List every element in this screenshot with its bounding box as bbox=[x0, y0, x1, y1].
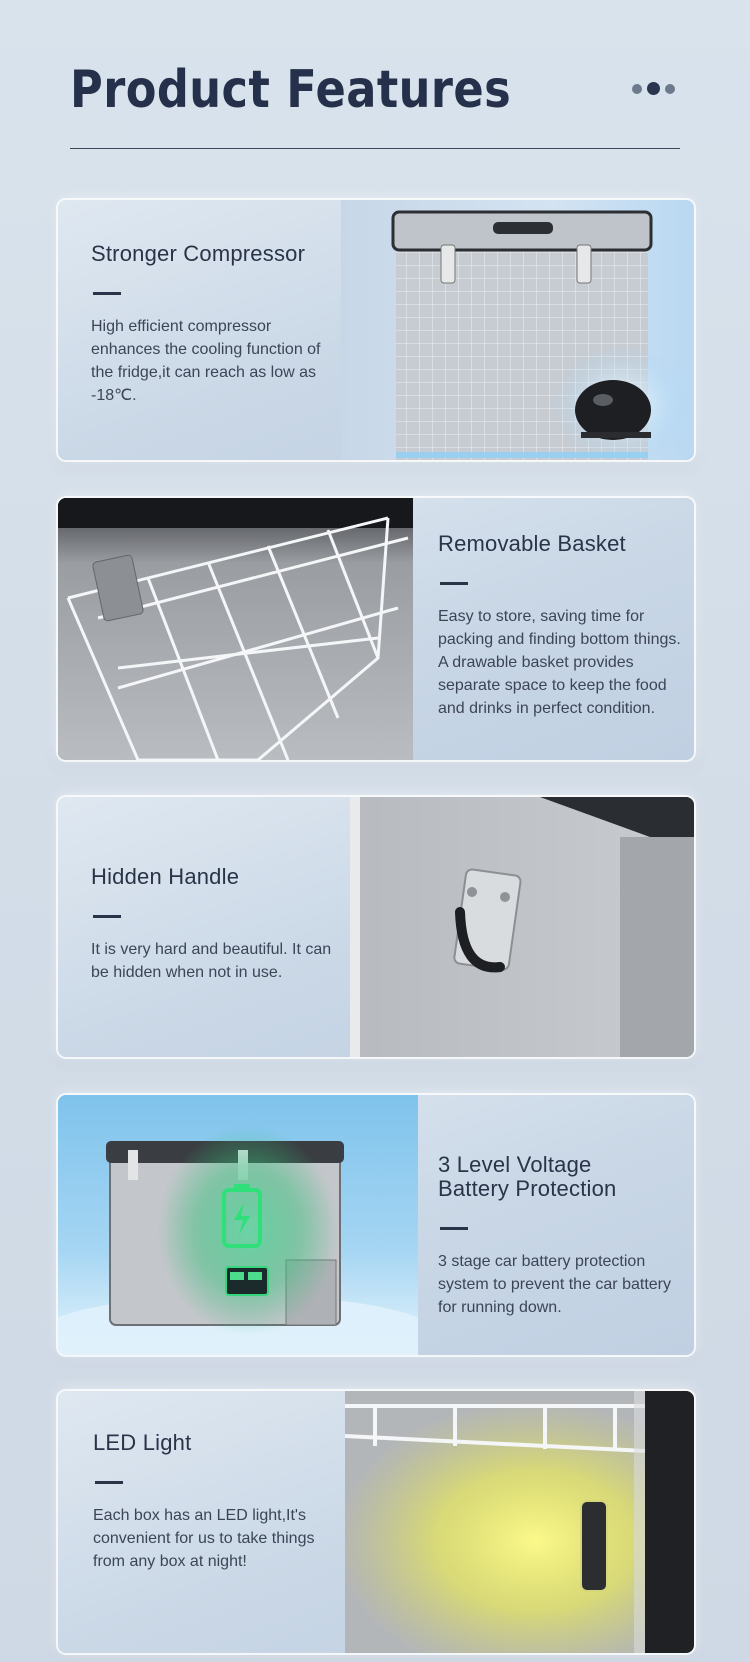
feature-text bbox=[91, 865, 341, 984]
dot-indicator-active bbox=[647, 82, 660, 95]
feature-heading: Stronger Compressor bbox=[91, 241, 306, 266]
feature-description: High efficient compressor enhances the cooling function of the fridge,it can reach as low as -18℃. bbox=[91, 318, 321, 404]
feature-description: Each box has an LED light,It's convenient for us to take things from any box at night! bbox=[93, 1507, 315, 1570]
battery-protection-image bbox=[58, 1095, 418, 1355]
heading-dash bbox=[93, 292, 121, 295]
feature-text bbox=[438, 1153, 688, 1319]
feature-description: 3 stage car battery protection system to prevent the car battery for running down. bbox=[438, 1253, 671, 1316]
heading-dash bbox=[95, 1481, 123, 1484]
feature-heading: Removable Basket bbox=[438, 531, 626, 556]
feature-description: Easy to store, saving time for packing and finding bottom things. A drawable basket provides separate space to keep the food and drinks in perfect condition. bbox=[438, 608, 681, 717]
dot-indicator bbox=[665, 84, 675, 94]
feature-card-battery bbox=[58, 1095, 694, 1355]
heading-dash bbox=[93, 915, 121, 918]
feature-card-basket bbox=[58, 498, 694, 760]
title-divider bbox=[70, 148, 680, 149]
fridge-compressor-image bbox=[341, 200, 694, 460]
led-light-image bbox=[345, 1391, 694, 1653]
feature-text bbox=[93, 1431, 343, 1573]
feature-card-handle bbox=[58, 797, 694, 1057]
feature-heading: Hidden Handle bbox=[91, 864, 240, 889]
pagination-dots bbox=[632, 82, 675, 95]
feature-card-compressor bbox=[58, 200, 694, 460]
dot-indicator bbox=[632, 84, 642, 94]
heading-dash bbox=[440, 1227, 468, 1230]
feature-heading: LED Light bbox=[93, 1430, 192, 1455]
page-title: Product Features bbox=[70, 60, 512, 120]
feature-description: It is very hard and beautiful. It can be hidden when not in use. bbox=[91, 941, 332, 981]
feature-heading: 3 Level Voltage Battery Protection bbox=[438, 1152, 617, 1201]
basket-image bbox=[58, 498, 413, 760]
feature-card-led bbox=[58, 1391, 694, 1653]
feature-text bbox=[91, 242, 341, 407]
handle-image bbox=[350, 797, 694, 1057]
heading-dash bbox=[440, 582, 468, 585]
feature-text bbox=[438, 532, 688, 720]
